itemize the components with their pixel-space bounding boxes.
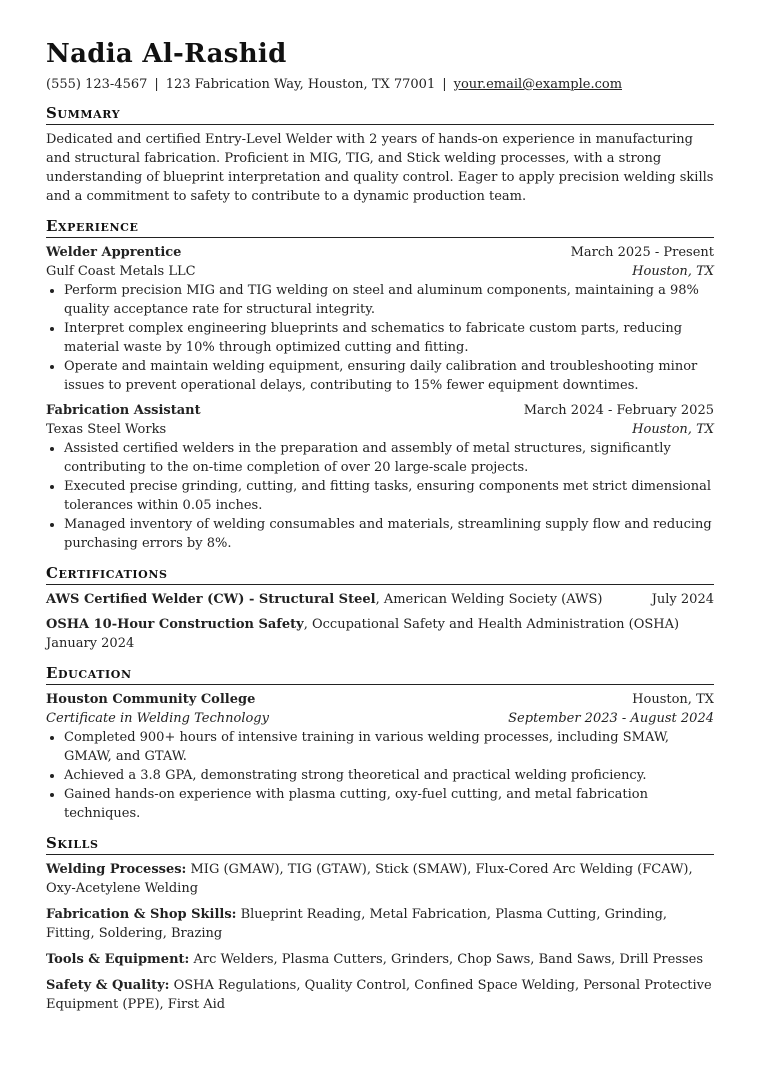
- skill-item: [46, 905, 714, 943]
- certifications-section: [46, 563, 714, 653]
- job-role: Fabrication Assistant: [46, 403, 201, 418]
- skill-value: Blueprint Reading, Metal Fabrication, Plasma Cutting, Grinding, Fitting, Soldering, Brazing: [46, 907, 668, 941]
- job-location: Houston, TX: [632, 422, 714, 437]
- skill-value: Arc Welders, Plasma Cutters, Grinders, Chop Saws, Band Saws, Drill Presses: [189, 952, 704, 967]
- skills-section: [46, 833, 714, 1014]
- education-section: [46, 663, 714, 823]
- resume-page: [46, 38, 714, 1021]
- skill-label: Fabrication & Shop Skills:: [46, 907, 237, 922]
- certification-item: [46, 615, 714, 653]
- skill-value: MIG (GMAW), TIG (GTAW), Stick (SMAW), Flux-Cored Arc Welding (FCAW), Oxy-Acetylene Welding: [46, 862, 693, 896]
- bullet-item: • Assisted certified welders in the preparation and assembly of metal structures, significantly contributing to the on-time completion of over 20 large-scale projects.: [64, 439, 714, 477]
- job-bullets: [46, 439, 714, 553]
- skill-item: [46, 950, 714, 969]
- certification-date: January 2024: [46, 636, 135, 651]
- skill-item: [46, 860, 714, 898]
- summary-section: [46, 103, 714, 206]
- section-title-education: Education: [46, 663, 714, 685]
- program-name: Certificate in Welding Technology: [46, 711, 269, 726]
- section-title-experience: Experience: [46, 216, 714, 238]
- certification-name: OSHA 10-Hour Construction Safety: [46, 617, 304, 632]
- summary-text: Dedicated and certified Entry-Level Welder with 2 years of hands-on experience in manufacturing and structural fabrication. Proficient in MIG, TIG, and Stick welding processes, with a strong understanding of blueprint interpretation and quality control. Eager to apply precision welding skills and a commitment to safety to contribute to a dynamic production team.: [46, 132, 714, 204]
- job-entry: [46, 401, 714, 553]
- section-title-skills: Skills: [46, 833, 714, 855]
- education-bullets: [46, 728, 714, 823]
- bullet-item: • Managed inventory of welding consumables and materials, streamlining supply flow and reducing purchasing errors by 8%.: [64, 515, 714, 553]
- job-company: Texas Steel Works: [46, 422, 167, 437]
- job-dates: March 2024 - February 2025: [523, 403, 714, 418]
- job-location: Houston, TX: [632, 264, 714, 279]
- section-title-summary: Summary: [46, 103, 714, 125]
- certification-name: AWS Certified Welder (CW) - Structural Steel: [46, 592, 376, 607]
- bullet-item: • Completed 900+ hours of intensive training in various welding processes, including SMAW, GMAW, and GTAW.: [64, 728, 714, 766]
- job-role: Welder Apprentice: [46, 245, 182, 260]
- job-entry: [46, 243, 714, 395]
- address: 123 Fabrication Way, Houston, TX 77001: [165, 77, 436, 92]
- separator: |: [442, 77, 447, 92]
- bullet-item: • Gained hands-on experience with plasma cutting, oxy-fuel cutting, and metal fabrication techniques.: [64, 785, 714, 823]
- education-dates: September 2023 - August 2024: [508, 711, 714, 726]
- bullet-item: • Executed precise grinding, cutting, and fitting tasks, ensuring components met strict dimensional tolerances within 0.05 inches.: [64, 477, 714, 515]
- job-bullets: [46, 281, 714, 395]
- school-name: Houston Community College: [46, 692, 256, 707]
- skill-label: Tools & Equipment:: [46, 952, 190, 967]
- school-location: Houston, TX: [632, 692, 714, 707]
- skill-label: Welding Processes:: [46, 862, 187, 877]
- bullet-item: • Interpret complex engineering blueprints and schematics to fabricate custom parts, reducing material waste by 10% through optimized cutting and fitting.: [64, 319, 714, 357]
- certification-date: July 2024: [651, 592, 714, 607]
- certification-issuer: , American Welding Society (AWS): [375, 592, 603, 607]
- bullet-item: • Operate and maintain welding equipment, ensuring daily calibration and troubleshooting minor issues to prevent operational delays, contributing to 15% fewer equipment downtimes.: [64, 357, 714, 395]
- job-dates: March 2025 - Present: [570, 245, 714, 260]
- email-link[interactable]: your.email@example.com: [453, 77, 623, 92]
- job-company: Gulf Coast Metals LLC: [46, 264, 196, 279]
- certification-item: [46, 590, 714, 609]
- contact-line: [46, 76, 714, 93]
- experience-section: [46, 216, 714, 553]
- bullet-item: • Perform precision MIG and TIG welding on steel and aluminum components, maintaining a 98% quality acceptance rate for structural integrity.: [64, 281, 714, 319]
- skill-label: Safety & Quality:: [46, 978, 170, 993]
- separator: |: [154, 77, 159, 92]
- skill-value: OSHA Regulations, Quality Control, Confined Space Welding, Personal Protective Equipment (PPE), First Aid: [46, 978, 712, 1012]
- section-title-certifications: Certifications: [46, 563, 714, 585]
- skill-item: [46, 976, 714, 1014]
- phone-number: (555) 123-4567: [46, 77, 148, 92]
- bullet-item: • Achieved a 3.8 GPA, demonstrating strong theoretical and practical welding proficiency.: [64, 766, 714, 785]
- certification-issuer: , Occupational Safety and Health Administration (OSHA): [303, 617, 680, 632]
- candidate-name: Nadia Al-Rashid: [46, 39, 287, 69]
